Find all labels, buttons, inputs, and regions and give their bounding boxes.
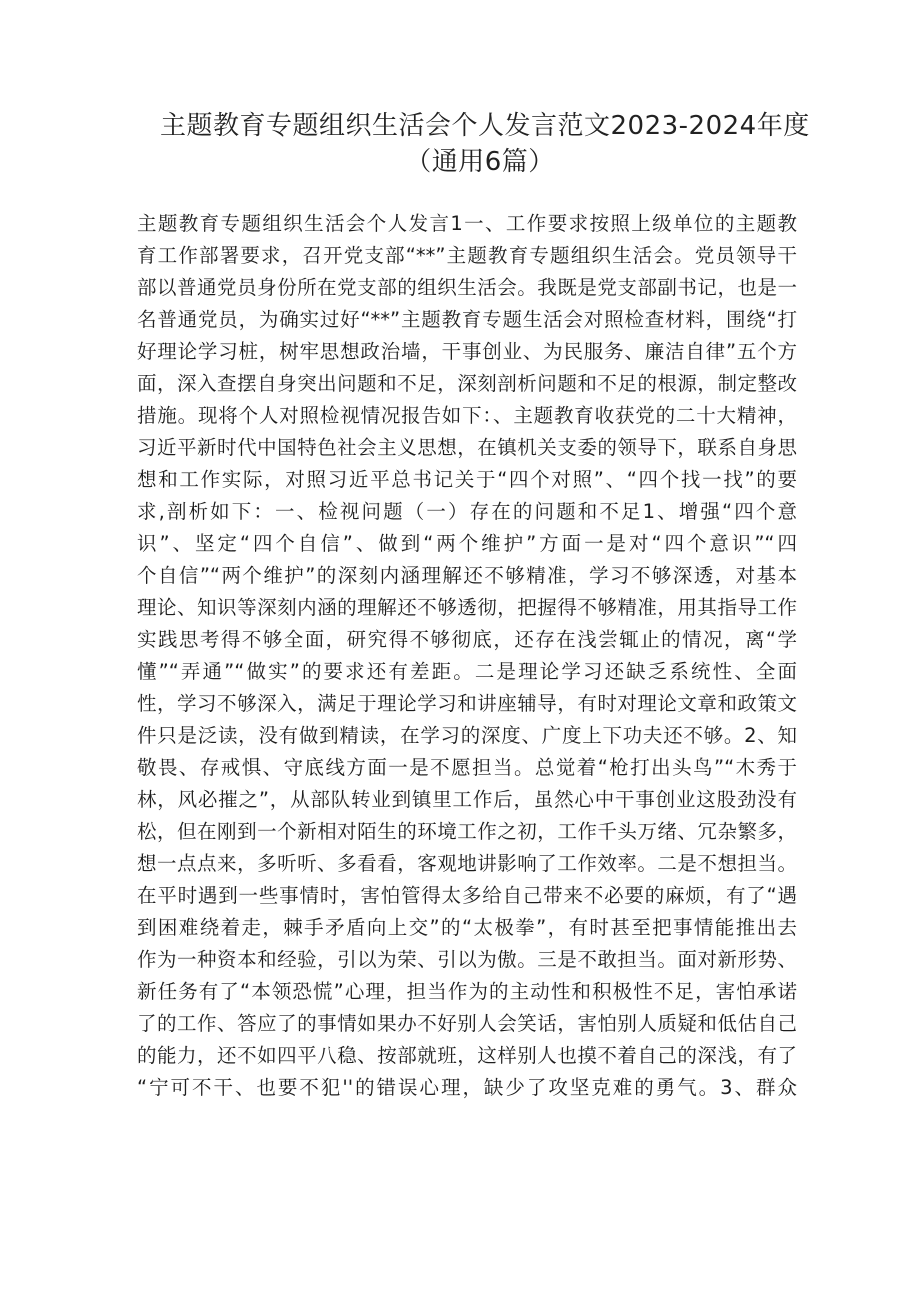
body-line: 措施。现将个人对照检视情况报告如下：、主题教育收获党的二十大精神， — [137, 404, 797, 427]
body-line: 新任务有了“本领恐慌”心理，担当作为的主动性和积极性不足，害怕承诺 — [137, 980, 797, 1003]
body-line: 敬畏、存戒惧、守底线方面一是不愿担当。总觉着“枪打出头鸟”“木秀于 — [137, 756, 797, 779]
body-line: 想一点点来，多听听、多看看，客观地讲影响了工作效率。二是不想担当。 — [137, 852, 797, 875]
body-line: 性，学习不够深入，满足于理论学习和讲座辅导，有时对理论文章和政策文 — [137, 692, 797, 715]
body-line: 想和工作实际，对照习近平总书记关于“四个对照”、“四个找一找”的要 — [137, 468, 797, 491]
body-line: 松，但在刚到一个新相对陌生的环境工作之初，工作千头万绪、冗杂繁多， — [137, 820, 797, 843]
title-line-1: 主题教育专题组织生活会个人发言范文2023-2024年度 — [160, 111, 810, 141]
body-line: 好理论学习桩，树牢思想政治墙，干事创业、为民服务、廉洁自律”五个方 — [137, 340, 797, 363]
body-line: 实践思考得不够全面，研究得不够彻底，还存在浅尝辄止的情况，离“学 — [137, 628, 797, 651]
body-line: 林，风必摧之”，从部队转业到镇里工作后，虽然心中干事创业这股劲没有 — [137, 788, 797, 811]
document-title — [160, 108, 810, 180]
body-line: 了的工作、答应了的事情如果办不好别人会笑话，害怕别人质疑和低估自己 — [137, 1012, 797, 1035]
body-line: 面，深入查摆自身突出问题和不足，深刻剖析问题和不足的根源，制定整改 — [137, 372, 797, 395]
body-line: 识”、坚定“四个自信”、做到“两个维护”方面一是对“四个意识”“四 — [137, 532, 797, 555]
body-line: 主题教育专题组织生活会个人发言1一、工作要求按照上级单位的主题教 — [137, 212, 797, 235]
body-line: 求,剖析如下：一、检视问题（一）存在的问题和不足1、增强“四个意 — [137, 500, 797, 523]
document-body — [137, 208, 797, 1104]
body-line: 个自信”“两个维护”的深刻内涵理解还不够精准，学习不够深透，对基本 — [137, 564, 797, 587]
body-line: 习近平新时代中国特色社会主义思想，在镇机关支委的领导下，联系自身思 — [137, 436, 797, 459]
body-line: 懂”“弄通”“做实”的要求还有差距。二是理论学习还缺乏系统性、全面 — [137, 660, 797, 683]
body-line: 的能力，还不如四平八稳、按部就班，这样别人也摸不着自己的深浅，有了 — [137, 1044, 797, 1067]
body-line: 部以普通党员身份所在党支部的组织生活会。我既是党支部副书记，也是一 — [137, 276, 797, 299]
body-line: 名普通党员，为确实过好“**”主题教育专题生活会对照检查材料，围绕“打 — [137, 308, 797, 331]
body-line: “宁可不干、也要不犯''的错误心理，缺少了攻坚克难的勇气。3、群众 — [137, 1076, 797, 1099]
body-line: 在平时遇到一些事情时，害怕管得太多给自己带来不必要的麻烦，有了“遇 — [137, 884, 797, 907]
body-line: 育工作部署要求，召开党支部“**”主题教育专题组织生活会。党员领导干 — [137, 244, 797, 267]
body-line: 作为一种资本和经验，引以为荣、引以为傲。三是不敢担当。面对新形势、 — [137, 948, 797, 971]
title-line-2: （通用6篇） — [405, 147, 555, 177]
body-line: 理论、知识等深刻内涵的理解还不够透彻，把握得不够精准，用其指导工作 — [137, 596, 797, 619]
body-line: 到困难绕着走，棘手矛盾向上交”的“太极拳”，有时甚至把事情能推出去 — [137, 916, 797, 939]
body-line: 件只是泛读，没有做到精读，在学习的深度、广度上下功夫还不够。2、知 — [137, 724, 797, 747]
